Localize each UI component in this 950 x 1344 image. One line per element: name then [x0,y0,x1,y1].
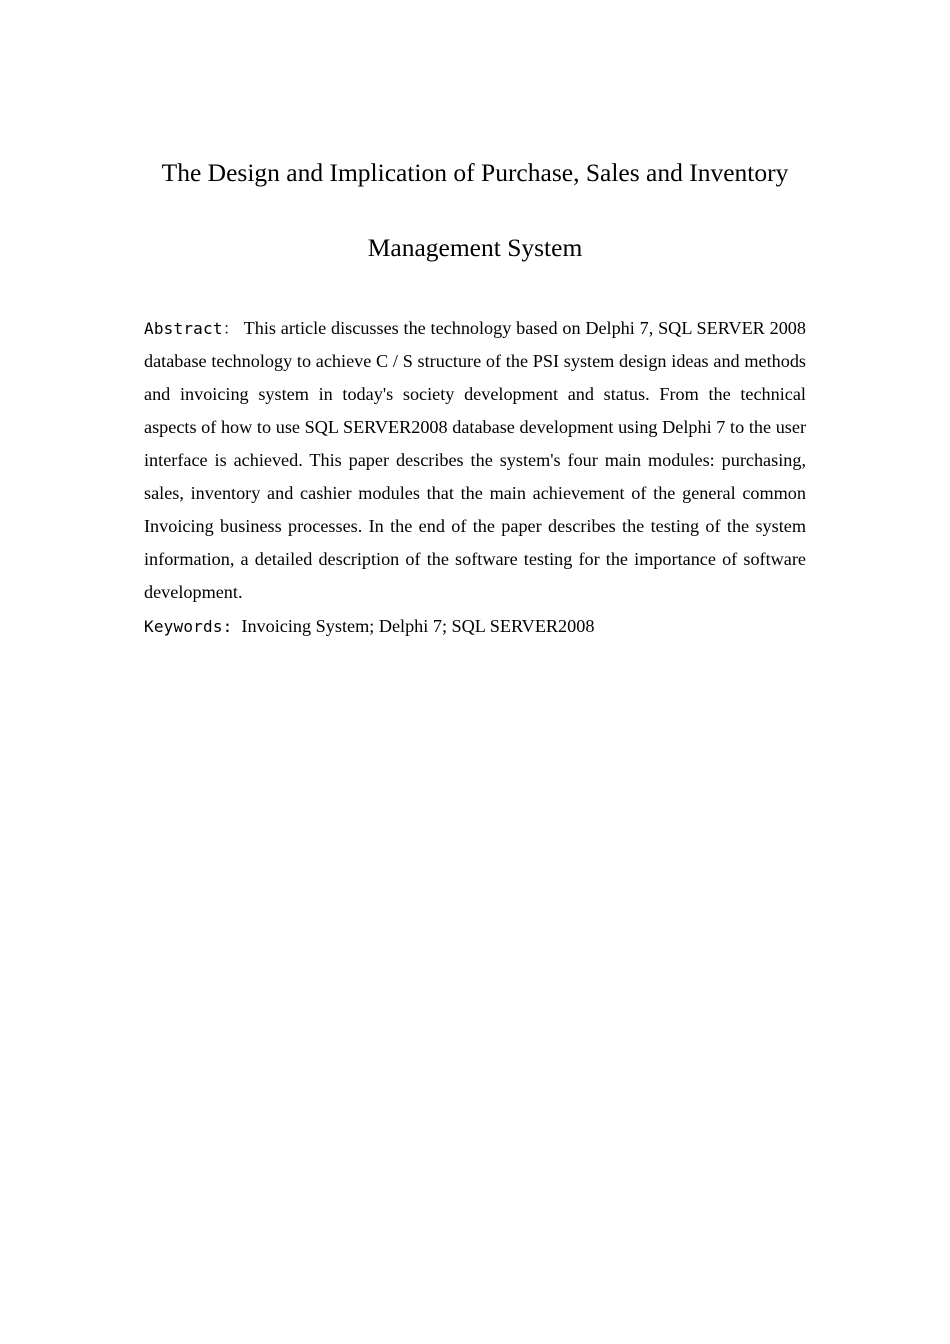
paper-title-line-1: The Design and Implication of Purchase, Sales and Inventory [161,158,789,187]
paper-title-line-2: Management System [367,233,583,262]
keywords-paragraph [144,611,806,642]
abstract-text: This article discusses the technology based on Delphi 7, SQL SERVER 2008 database technology to achieve C / S structure of the PSI system design ideas and methods and invoicing system in today's society development and status. From the technical aspects of how to use SQL SERVER2008 database development using Delphi 7 to the user interface is achieved. This paper describes the system's four main modules: purchasing, sales, inventory and cashier modules that the main achievement of the general common Invoicing business processes. In the end of the paper describes the testing of the system information, a detailed description of the software testing for the importance of software development. [144,318,806,602]
keywords-text: Invoicing System; Delphi 7; SQL SERVER2008 [241,616,595,636]
abstract-paragraph [144,312,806,609]
abstract-label: Abstract [144,319,223,338]
keywords-label: Keywords [144,617,223,636]
keywords-separator: : [222,617,233,636]
abstract-separator: ： [222,319,240,338]
